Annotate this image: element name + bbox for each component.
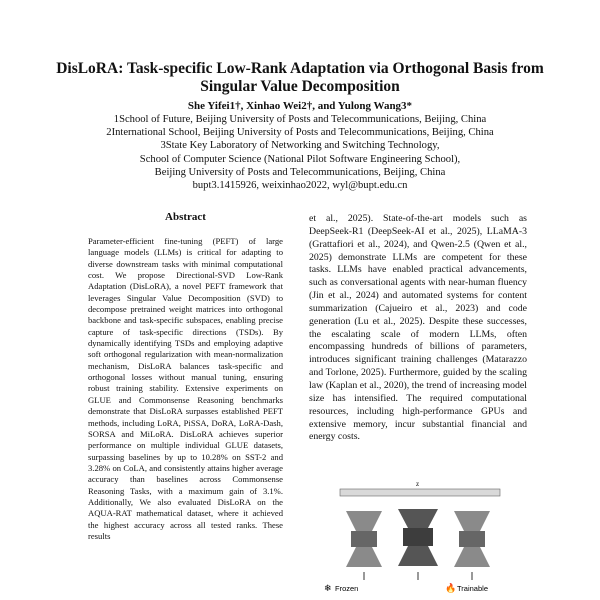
- output-bar: [340, 489, 500, 496]
- title-line-2: Singular Value Decomposition: [200, 78, 400, 95]
- flame-icon: 🔥: [445, 583, 457, 593]
- author-list: She Yifei1†, Xinhao Wei2†, and Yulong Wang3*: [187, 100, 413, 112]
- block-left: [346, 511, 382, 567]
- figure-label-top: z: [416, 480, 420, 488]
- abstract-body: Parameter-efficient fine-tuning (PEFT) of large language models (LLMs) is critical for adapting to diverse downstream tasks with minimal computational cost. We propose Directional-SVD Low-Rank Adaptation (DisLoRA), a novel PEFT framework that leverages Singular Value Decomposition (SVD) to decompose pretrained weight matrices into orthogonal backbone and task-specific subspaces, enabling precise capture of task-specific directions (TSDs). By dynamically identifying TSDs and employing adaptive soft orthogonal regularization with mean-normalization mechanism, DisLoRA balances task-specific and orthogonal losses without manual tuning, ensuring robust training stability. Extensive experiments on GLUE and Commonsense Reasoning benchmarks demonstrate that DisLoRA surpasses established PEFT methods, including LoRA, PiSSA, DoRA, LoRA-Dash, SORSA and MiLoRA. DisLoRA achieves superior performance on multiple individual GLUE datasets, surpassing baselines by up to 10.28% on SST-2 and 3.28% on CoLA, and consistently attains higher average accuracy than baselines across Commonsense Reasoning Tasks, with a maximum gain of 3.1%. Additionally, We also evaluated DisLoRA on the AQUA-RAT mathematical dataset, where it achieved the highest accuracy across all tested ranks. These results: [88, 236, 283, 541]
- affiliations: [40, 113, 560, 192]
- author-emails: bupt3.1415926, weixinhao2022, wyl@bupt.edu.cn: [192, 180, 408, 192]
- title-line-1: DisLoRA: Task-specific Low-Rank Adaptation via Orthogonal Basis from: [56, 60, 544, 77]
- affiliation-line: School of Computer Science (National Pilot Software Engineering School),: [139, 153, 461, 165]
- snowflake-icon: ❄: [324, 583, 332, 593]
- introduction-text: et al., 2025). State-of-the-art models such as DeepSeek-R1 (DeepSeek-AI et al., 2025), LLaMA-3 (Grattafiori et al., 2024), and Qwen-2.5 (Qwen et al., 2025) demonstrate LLMs are competent for these tasks. LLMs have enabled practical advancements, such as conversational agents with near-human fluency (Jin et al., 2024) and automated systems for content summarization (Cajueiro et al., 2023) and code generation (Lu et al., 2025). Despite these successes, the escalating scale of modern LLMs, often encompassing hundreds of billions of parameters, introduces significant training challenges (Matarazzo and Torlone, 2025). Furthermore, guided by the scaling law (Kaplan et al., 2020), the trend of increasing model size has intensified. The required computational resources, including high-performance GPUs and extensive memory, incur substantial financial and energy costs.: [309, 213, 527, 443]
- affiliation-line: 3State Key Laboratory of Networking and Switching Technology,: [160, 140, 440, 152]
- legend-frozen-label: Frozen: [335, 584, 359, 593]
- affiliation-line: Beijing University of Posts and Telecommunications, Beijing, China: [154, 166, 446, 178]
- method-figure: [318, 478, 518, 600]
- affiliation-line: 2International School, Beijing University of Posts and Telecommunications, Beijing, China: [106, 127, 494, 139]
- abstract-heading: Abstract: [165, 211, 206, 223]
- affiliation-line: 1School of Future, Beijing University of Posts and Telecommunications, Beijing, China: [113, 114, 487, 125]
- paper-title: [40, 60, 560, 96]
- block-right: [454, 511, 490, 567]
- legend-trainable-label: Trainable: [457, 584, 488, 593]
- block-middle: [398, 509, 438, 566]
